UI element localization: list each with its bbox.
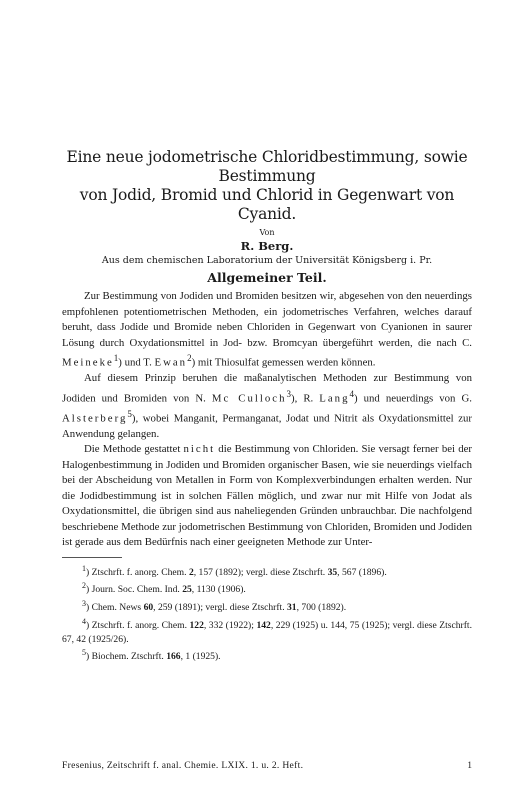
footnote-text: , 567 (1896). — [337, 566, 387, 578]
footnote-number: 1 — [82, 563, 86, 573]
paragraph-2 — [62, 371, 472, 442]
p3-text-a: Die Methode gestattet — [84, 443, 184, 456]
paragraph-1 — [62, 289, 472, 371]
footnote-volume: 2 — [188, 566, 194, 578]
footnote-text: ) Journ. Soc. Chem. Ind. — [86, 584, 183, 596]
footnote-1 — [62, 562, 472, 580]
footnote-text: ) Ztschrft. f. anorg. Chem. — [86, 620, 190, 632]
p1-text-b: ) und T. — [118, 356, 155, 369]
p1-footnote-ref-1: 1 — [113, 353, 119, 363]
p1-text-c: ) mit Thiosulfat gemessen werden können. — [191, 356, 376, 369]
affiliation: Aus dem chemischen Laboratorium der Universität Königsberg i. Pr. — [101, 255, 433, 266]
p1-footnote-ref-2: 2 — [187, 353, 192, 363]
footnote-volume: 60 — [143, 602, 154, 614]
footnote-text: , 1 (1925). — [180, 651, 221, 663]
p1-name-meineke: Meineke — [62, 356, 114, 369]
p2-text-c: ) und neuerdings von G. — [353, 392, 472, 405]
p2-name-mcculloch: Mc Culloch — [211, 392, 287, 405]
footnote-number: 4 — [82, 616, 86, 626]
p2-text-d: ), wobei Manganit, Permanganat, Jodat und Nitrit als Oxydationsmittel zur Anwendung gelangen. — [62, 412, 472, 440]
p1-text-a: Zur Bestimmung von Jodiden und Bromiden besitzen wir, abgesehen von den neuerdings empfohlenen potentiometrischen Methoden, ein jodometrisches Verfahren, welches darauf beruht, dass Jodide und Bromide neben Chloriden in Gegenwart von Cyanionen in saurer Lösung durch Oxydationsmittel in Jod- bzw. Bromcyan übergeführt werden, die nach C. — [62, 290, 472, 349]
p2-footnote-ref-3: 3 — [286, 388, 291, 399]
footnote-text: ) Ztschrft. f. anorg. Chem. — [86, 566, 189, 578]
footnote-5 — [62, 646, 472, 664]
footnote-divider — [62, 557, 122, 558]
footnote-2 — [62, 579, 472, 597]
p2-name-lang: Lang — [319, 392, 350, 405]
p2-footnote-ref-5: 5 — [127, 408, 132, 419]
footnote-number: 2 — [82, 581, 86, 591]
p2-name-alsterberg: Alsterberg — [62, 412, 128, 425]
paragraph-3 — [62, 442, 472, 551]
article-page — [62, 148, 472, 664]
footnote-text: , 157 (1892); vergl. diese Ztschrft. — [193, 566, 328, 578]
footnote-4 — [62, 615, 472, 646]
page-number: 1 — [467, 760, 472, 771]
p3-text-b: die Bestimmung von Chloriden. Sie versagt ferner bei der Halogenbestimmung in Jodiden und Bromiden organischer Basen, wie sie neuerdings vielfach bei der Abscheidung von Metallen in Form von Komplexverbindungen erhalten werden. Nur die Jodidbestimmung ist in solchen Fällen möglich, und zwar nur mit Hilfe von Jodat als Oxydationsmittel, die übrigen sind aus naheliegenden Gründen unbrauchbar. Die nachfolgend beschriebene Methode zur jodometrischen Bestimmung von Chloriden, Bromiden und Jodiden ist gerade aus dem Bedürfnis nach einer geeigneten Methode zur Unter- — [62, 443, 472, 549]
footnote-number: 5 — [82, 648, 86, 658]
footnote-text: , 259 (1891); vergl. diese Ztschrft. — [153, 602, 287, 614]
article-title — [62, 148, 472, 224]
footnote-volume: 25 — [182, 584, 192, 596]
by-label: Von — [259, 228, 275, 237]
footnote-text: , 229 (1925) u. 144, 75 (1925); vergl. diese Ztschrft. 67, 42 (1925/26). — [62, 620, 472, 645]
footnote-volume: 122 — [189, 620, 204, 632]
footnote-3 — [62, 597, 472, 615]
p1-name-ewan: Ewan — [154, 356, 188, 369]
footnote-number: 3 — [82, 599, 86, 609]
p2-text-a: Auf diesem Prinzip beruhen die maßanalytischen Methoden zur Bestimmung von Jodiden und Bromiden von N. — [62, 372, 472, 405]
author-name: R. Berg. — [240, 239, 294, 253]
journal-reference: Fresenius, Zeitschrift f. anal. Chemie. LXIX. 1. u. 2. Heft. — [62, 760, 304, 771]
title-line-2: von Jodid, Bromid und Chlorid in Gegenwart von Cyanid. — [79, 186, 455, 223]
footnote-text: ) Biochem. Ztschrft. — [86, 651, 167, 663]
p3-emphasis: nicht — [183, 443, 216, 456]
footnote-text: , 700 (1892). — [296, 602, 347, 614]
footnote-volume: 31 — [287, 602, 297, 614]
section-heading: Allgemeiner Teil. — [207, 270, 327, 285]
footnote-text: ) Chem. News — [86, 602, 144, 614]
footnote-volume: 166 — [166, 651, 181, 663]
footnote-volume: 142 — [256, 620, 271, 632]
footnote-text: , 1130 (1906). — [191, 584, 246, 596]
footnote-volume: 35 — [327, 566, 338, 578]
p2-footnote-ref-4: 4 — [349, 388, 354, 399]
title-line-1: Eine neue jodometrische Chloridbestimmung, sowie Bestimmung — [66, 148, 468, 185]
p2-text-b: ), R. — [291, 392, 320, 405]
footnote-text: , 332 (1922); — [203, 620, 257, 632]
footnotes — [62, 562, 472, 664]
page-footer — [62, 760, 472, 771]
